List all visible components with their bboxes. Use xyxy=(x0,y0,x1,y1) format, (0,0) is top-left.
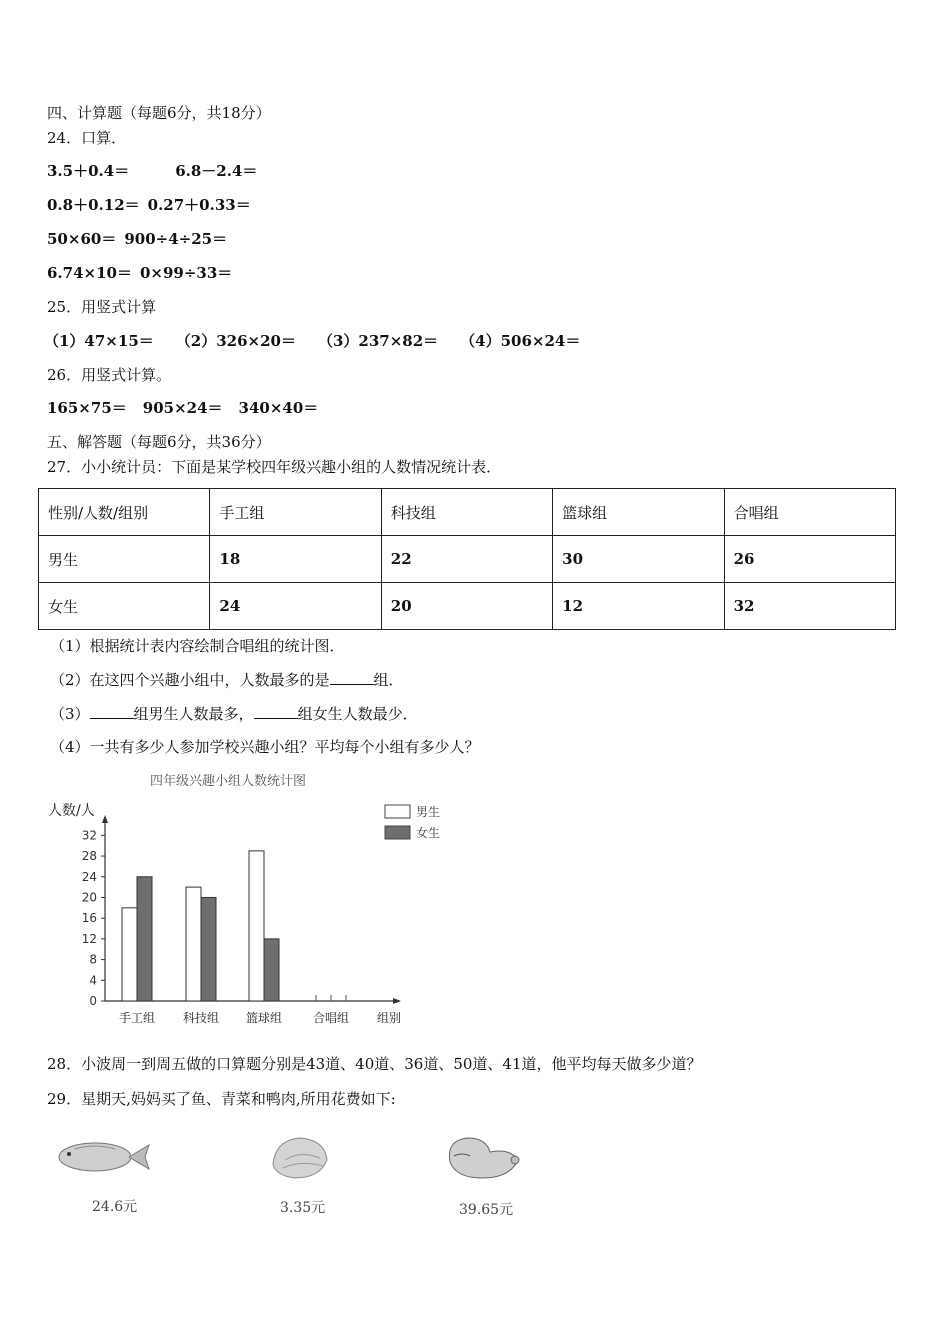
x-tick-label: 篮球组 xyxy=(245,1011,283,1025)
table-header-cell: 手工组 xyxy=(210,489,381,536)
q27-sub4: （4）一共有多少人参加学校兴趣小组？平均每个小组有多少人？ xyxy=(50,738,480,756)
table-cell: 20 xyxy=(381,583,552,630)
fish-image xyxy=(45,1135,155,1180)
duck-price: 39.65元 xyxy=(459,1202,514,1218)
stats-table xyxy=(38,488,896,630)
q25-item: （4）506×24＝ xyxy=(460,332,581,350)
vegetable-image xyxy=(265,1130,340,1185)
legend-label-girls: 女生 xyxy=(416,826,441,840)
q25-label: 25．用竖式计算 xyxy=(47,298,157,316)
q24-item: 6.74×10＝ xyxy=(47,264,132,282)
legend-swatch-boys xyxy=(385,805,410,818)
q26-label: 26．用竖式计算。 xyxy=(47,366,172,384)
q27-sub2-text: （2）在这四个兴趣小组中，人数最多的是 xyxy=(50,671,330,689)
table-cell: 32 xyxy=(724,583,895,630)
table-row xyxy=(39,536,896,583)
table-header-cell: 科技组 xyxy=(381,489,552,536)
bar-girls xyxy=(264,939,279,1001)
q24-item: 0×99÷33＝ xyxy=(139,264,233,282)
answer-blank[interactable] xyxy=(330,670,374,685)
y-tick-label: 0 xyxy=(89,994,97,1008)
section5-title: 五、解答题（每题6分，共36分） xyxy=(47,433,271,451)
table-header-cell: 性别/人数/组别 xyxy=(39,489,210,536)
y-tick-label: 28 xyxy=(81,849,97,864)
q24-row-2 xyxy=(47,196,251,214)
y-tick-label: 16 xyxy=(81,911,97,926)
table-cell: 18 xyxy=(210,536,381,583)
q27-sub1: （1）根据统计表内容绘制合唱组的统计图． xyxy=(50,637,345,655)
q27-sub3-text: 组男生人数最多， xyxy=(133,705,254,723)
x-tick-label: 合唱组 xyxy=(312,1011,350,1025)
q24-item: 50×60＝ xyxy=(47,230,117,248)
q25-item: （3）237×82＝ xyxy=(317,332,439,350)
x-tick-label: 手工组 xyxy=(118,1011,156,1025)
q26-item: 165×75＝ xyxy=(47,399,127,417)
q24-item: 0.8＋0.12＝ xyxy=(47,196,140,214)
y-tick-label: 12 xyxy=(81,931,97,946)
table-header-row xyxy=(39,489,896,536)
q25-item: （1）47×15＝ xyxy=(44,332,154,350)
table-cell: 女生 xyxy=(39,583,210,630)
q27-sub3 xyxy=(50,704,418,723)
q27-sub3-text: （3） xyxy=(50,705,90,723)
vegetable-price: 3.35元 xyxy=(280,1200,326,1216)
q29-label: 29．星期天,妈妈买了鱼、青菜和鸭肉,所用花费如下: xyxy=(47,1090,396,1108)
q24-label: 24．口算． xyxy=(47,129,127,147)
y-tick-label: 32 xyxy=(81,828,97,843)
bar-girls xyxy=(137,877,152,1001)
q27-label: 27．小小统计员：下面是某学校四年级兴趣小组的人数情况统计表． xyxy=(47,458,502,476)
q26-item: 340×40＝ xyxy=(238,399,319,417)
bar-boys xyxy=(249,851,264,1001)
bar-girls xyxy=(201,897,216,1001)
legend-swatch-girls xyxy=(385,826,410,839)
x-tick-label: 科技组 xyxy=(182,1011,220,1025)
fish-price: 24.6元 xyxy=(92,1199,138,1215)
chart-title: 四年级兴趣小组人数统计图 xyxy=(150,774,307,789)
chart-ylabel: 人数/人 xyxy=(48,803,95,819)
bar-boys xyxy=(122,908,137,1001)
y-tick-label: 8 xyxy=(89,952,97,967)
q26-items xyxy=(47,399,318,417)
bar-boys xyxy=(186,887,201,1001)
table-cell: 22 xyxy=(381,536,552,583)
section4-title: 四、计算题（每题6分，共18分） xyxy=(47,104,271,122)
q24-item: 6.8－2.4＝ xyxy=(175,162,258,180)
answer-blank[interactable] xyxy=(90,704,134,719)
q27-sub3-text: 组女生人数最少． xyxy=(297,705,418,723)
answer-blank[interactable] xyxy=(254,704,298,719)
q24-row-1 xyxy=(47,162,257,180)
q24-item: 900÷4÷25＝ xyxy=(124,230,228,248)
q25-items xyxy=(44,332,580,350)
legend-label-boys: 男生 xyxy=(416,805,441,819)
table-cell: 24 xyxy=(210,583,381,630)
table-cell: 26 xyxy=(724,536,895,583)
y-tick-label: 24 xyxy=(81,869,97,884)
q27-sub2 xyxy=(50,670,404,689)
table-cell: 30 xyxy=(553,536,724,583)
q24-row-4 xyxy=(47,264,232,282)
q24-item: 0.27＋0.33＝ xyxy=(147,196,251,214)
x-axis-arrow xyxy=(393,998,401,1004)
table-row xyxy=(39,583,896,630)
q27-sub2-text: 组． xyxy=(373,671,404,689)
q24-row-3 xyxy=(47,230,227,248)
q24-item: 3.5＋0.4＝ xyxy=(47,162,130,180)
q26-item: 905×24＝ xyxy=(142,399,223,417)
y-tick-label: 20 xyxy=(81,890,97,905)
table-cell: 男生 xyxy=(39,536,210,583)
table-header-cell: 篮球组 xyxy=(553,489,724,536)
y-tick-label: 4 xyxy=(89,973,97,988)
duck-image xyxy=(440,1130,525,1185)
chart-xlabel: 组别 xyxy=(376,1011,402,1025)
q25-item: （2）326×20＝ xyxy=(175,332,296,350)
y-axis-arrow xyxy=(102,815,108,823)
table-cell: 12 xyxy=(553,583,724,630)
q28: 28．小波周一到周五做的口算题分别是43道、40道、36道、50道、41道，他平均每天做多少道？ xyxy=(47,1055,702,1073)
table-header-cell: 合唱组 xyxy=(724,489,895,536)
bar-chart xyxy=(40,765,460,1030)
